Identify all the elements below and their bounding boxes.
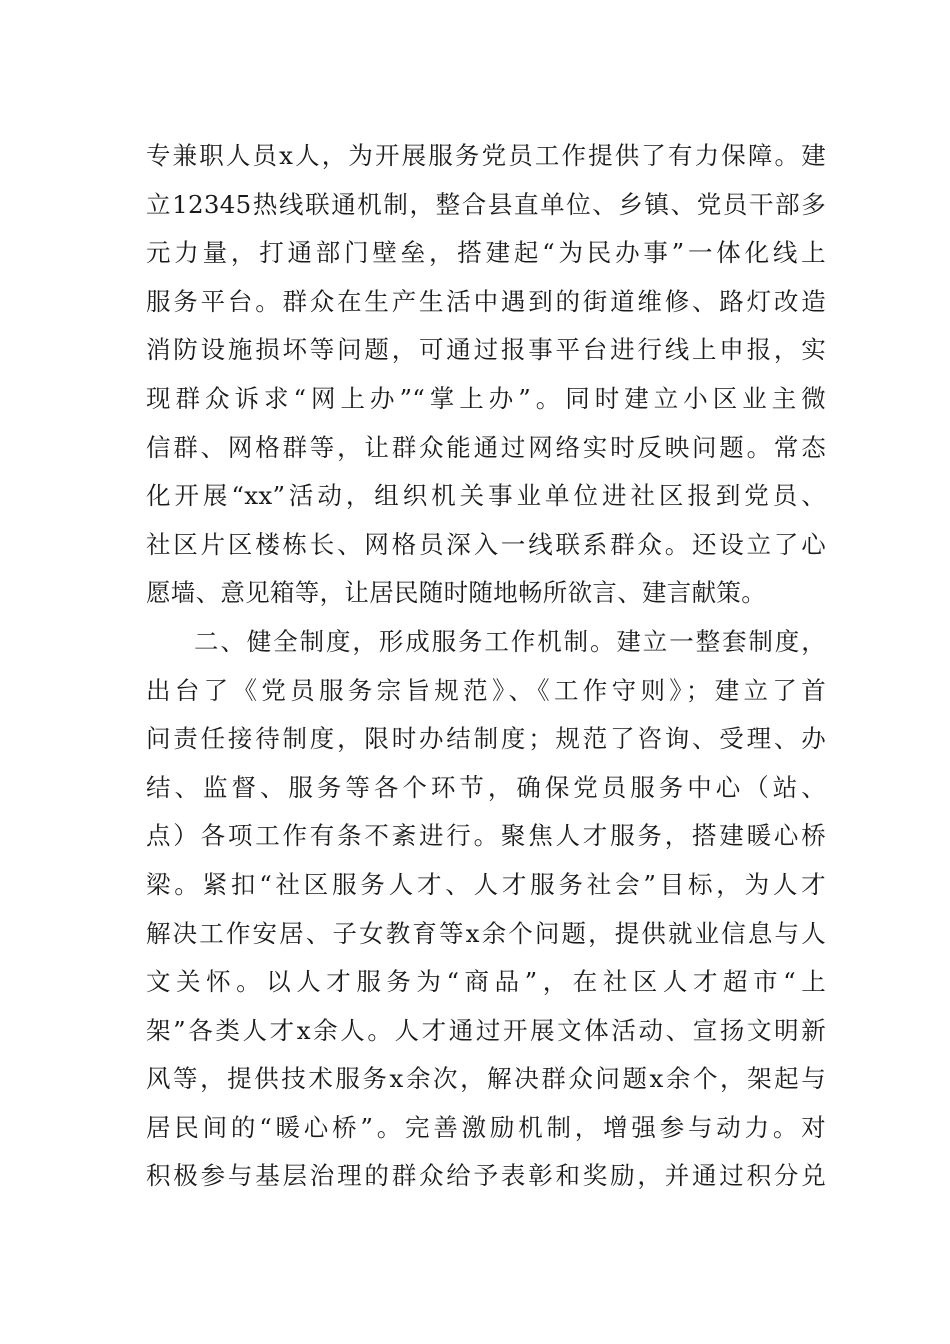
text-line: 服务平台。群众在生产生活中遇到的街道维修、路灯改造 — [146, 286, 826, 316]
text-line: 结、监督、服务等各个环节，确保党员服务中心（站、 — [146, 772, 826, 802]
text-line: 梁。紧扣“社区服务人才、人才服务社会”目标，为人才 — [146, 869, 826, 899]
text-line: 现群众诉求“网上办”“掌上办”。同时建立小区业主微 — [146, 383, 826, 413]
text-line: 专兼职人员x人，为开展服务党员工作提供了有力保障。建 — [146, 141, 826, 170]
text-line: 解决工作安居、子女教育等x余个问题，提供就业信息与人 — [146, 918, 826, 948]
text-line: 消防设施损坏等问题，可通过报事平台进行线上申报，实 — [146, 335, 826, 365]
text-line: 点）各项工作有条不紊进行。聚焦人才服务，搭建暖心桥 — [146, 821, 826, 851]
text-line: 积极参与基层治理的群众给予表彰和奖励，并通过积分兑 — [146, 1161, 826, 1191]
text-line: 文关怀。以人才服务为“商品”，在社区人才超市“上 — [146, 967, 826, 997]
text-line: 风等，提供技术服务x余次，解决群众问题x余个，架起与 — [146, 1064, 826, 1094]
text-line: 社区片区楼栋长、网格员深入一线联系群众。还设立了心 — [146, 529, 826, 559]
text-line: 元力量，打通部门壁垒，搭建起“为民办事”一体化线上 — [146, 238, 826, 268]
text-line: 信群、网格群等，让群众能通过网络实时反映问题。常态 — [146, 432, 826, 462]
section-heading-line: 二、健全制度，形成服务工作机制。建立一整套制度， — [194, 626, 826, 656]
text-line: 架”各类人才x余人。人才通过开展文体活动、宣扬文明新 — [146, 1015, 826, 1045]
text-line: 出台了《党员服务宗旨规范》、《工作守则》；建立了首 — [146, 675, 826, 705]
text-line: 立12345热线联通机制，整合县直单位、乡镇、党员干部多 — [146, 189, 826, 219]
body-text — [146, 132, 826, 1201]
text-line: 愿墙、意见箱等，让居民随时随地畅所欲言、建言献策。 — [146, 578, 766, 608]
text-line: 居民间的“暖心桥”。完善激励机制，增强参与动力。对 — [146, 1112, 826, 1142]
text-line: 问责任接待制度，限时办结制度；规范了咨询、受理、办 — [146, 724, 826, 754]
text-line: 化开展“xx”活动，组织机关事业单位进社区报到党员、 — [146, 481, 826, 511]
